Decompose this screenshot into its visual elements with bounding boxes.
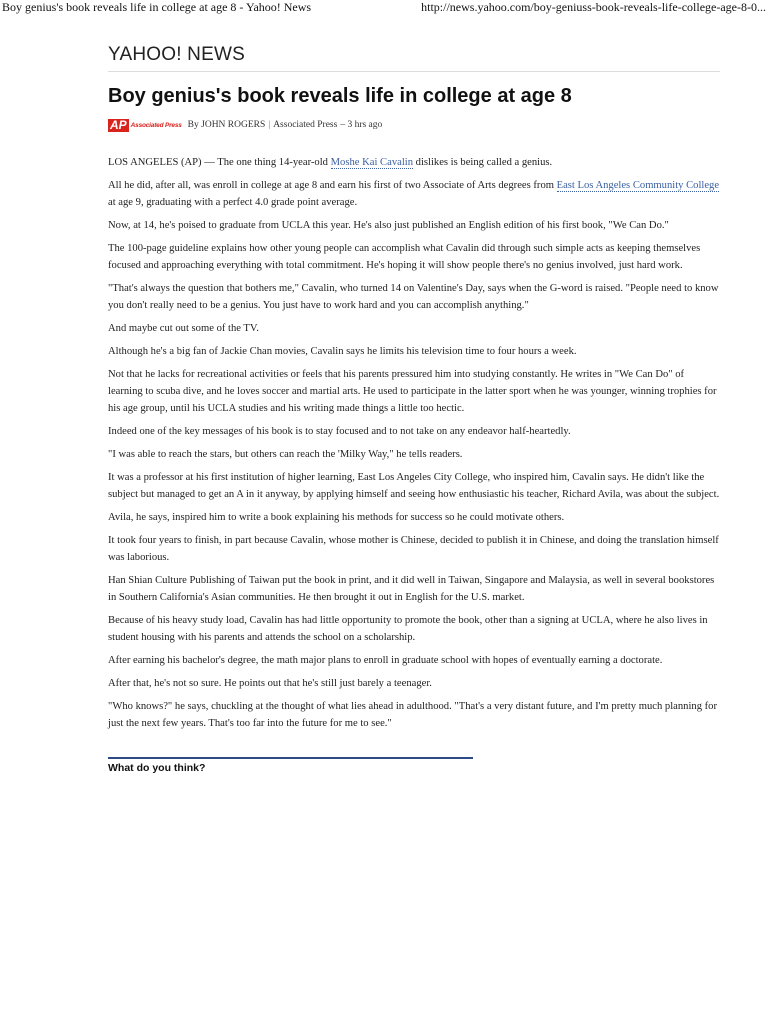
byline-source: Associated Press <box>273 120 338 130</box>
article-paragraph: Now, at 14, he's poised to graduate from UCLA this year. He's also just published an English edition of his first book, "We Can Do." <box>108 220 669 231</box>
byline-author: By JOHN ROGERS <box>187 120 266 130</box>
print-page-url: http://news.yahoo.com/boy-geniuss-book-reveals-life-college-age-8-0... <box>421 0 766 14</box>
print-header <box>0 0 768 16</box>
article-paragraph: And maybe cut out some of the TV. <box>108 323 259 334</box>
article-paragraph: "That's always the question that bothers me," Cavalin, who turned 14 on Valentine's Day, says when the G-word is raised. "People need to know you don't really need to be a genius. You just have to work hard and you can accomplish anything." <box>108 283 719 311</box>
article-paragraph: Because of his heavy study load, Cavalin has had little opportunity to promote the book, other than a signing at UCLA, where he also lives in student housing with his parents and attends the school on a scholarship. <box>108 615 708 643</box>
paragraph-text: at age 9, graduating with a perfect 4.0 grade point average. <box>108 197 358 208</box>
article-paragraph <box>108 154 720 171</box>
link-east-la-community-college[interactable]: East Los Angeles Community College <box>556 180 720 191</box>
article-headline: Boy genius's book reveals life in college at age 8 <box>108 85 572 107</box>
article-paragraph: It took four years to finish, in part because Cavalin, whose mother is Chinese, decided to publish it in Chinese, and doing the translation himself was laborious. <box>108 535 719 563</box>
link-moshe-kai-cavalin[interactable]: Moshe Kai Cavalin <box>330 157 414 168</box>
byline-time: – 3 hrs ago <box>340 120 383 130</box>
article-paragraph: Han Shian Culture Publishing of Taiwan put the book in print, and it did well in Taiwan, Singapore and Malaysia, as well in several bookstores in Southern California's Asian communities. He then brought it out in English for the U.S. market. <box>108 575 715 603</box>
paragraph-text: LOS ANGELES (AP) — The one thing 14-year-old <box>108 157 331 168</box>
article-paragraph: Although he's a big fan of Jackie Chan movies, Cavalin says he limits his television time to four hours a week. <box>108 346 577 357</box>
ap-logo-icon <box>108 119 182 132</box>
article-byline <box>108 118 720 132</box>
byline-separator: | <box>268 120 271 130</box>
comments-heading: What do you think? <box>108 757 473 774</box>
article-paragraph: "Who knows?" he says, chuckling at the thought of what lies ahead in adulthood. "That's a very distant future, and I'm pretty much planning for just the next few years. That's too far into the future for me to see." <box>108 701 718 729</box>
article-paragraph: Avila, he says, inspired him to write a book explaining his methods for success so he could motivate others. <box>108 512 565 523</box>
article-paragraph: "I was able to reach the stars, but others can reach the 'Milky Way," he tells readers. <box>108 449 463 460</box>
article-paragraph: The 100-page guideline explains how other young people can accomplish what Cavalin did through such simple acts as keeping themselves focused and approaching everything with total commitment. He's hoping it will show people there's no genius involved, just hard work. <box>108 243 701 271</box>
ap-logo-text: Associated Press <box>130 121 182 129</box>
paragraph-text: All he did, after all, was enroll in college at age 8 and earn his first of two Associate of Arts degrees from <box>108 180 557 191</box>
page-content <box>108 44 720 774</box>
article-paragraph: After that, he's not so sure. He points out that he's still just barely a teenager. <box>108 678 432 689</box>
article-body <box>108 154 720 732</box>
article-paragraph: After earning his bachelor's degree, the math major plans to enroll in graduate school with hopes of eventually earning a doctorate. <box>108 655 663 666</box>
paragraph-text: dislikes is being called a genius. <box>413 157 553 168</box>
article-paragraph <box>108 177 720 211</box>
article-paragraph: It was a professor at his first institution of higher learning, East Los Angeles City College, who inspired him, Cavalin says. He didn't like the subject but managed to get an A in it anyway, by applying himself and seeing how enthusiastic his teacher, Richard Avila, was about the subject. <box>108 472 720 500</box>
site-logo[interactable]: YAHOO! NEWS <box>108 44 720 72</box>
ap-logo-mark: AP <box>110 117 127 132</box>
print-page-title: Boy genius's book reveals life in college at age 8 - Yahoo! News <box>2 0 312 14</box>
article-paragraph: Not that he lacks for recreational activities or feels that his parents pressured him into studying constantly. He writes in "We Can Do" of learning to scuba dive, and he loves soccer and martial arts. He used to participate in the latter sport when he was younger, winning trophies for his age group, until his UCLA studies and his writing made things a little too hectic. <box>108 369 717 414</box>
article-paragraph: Indeed one of the key messages of his book is to stay focused and to not take on any endeavor half-heartedly. <box>108 426 571 437</box>
